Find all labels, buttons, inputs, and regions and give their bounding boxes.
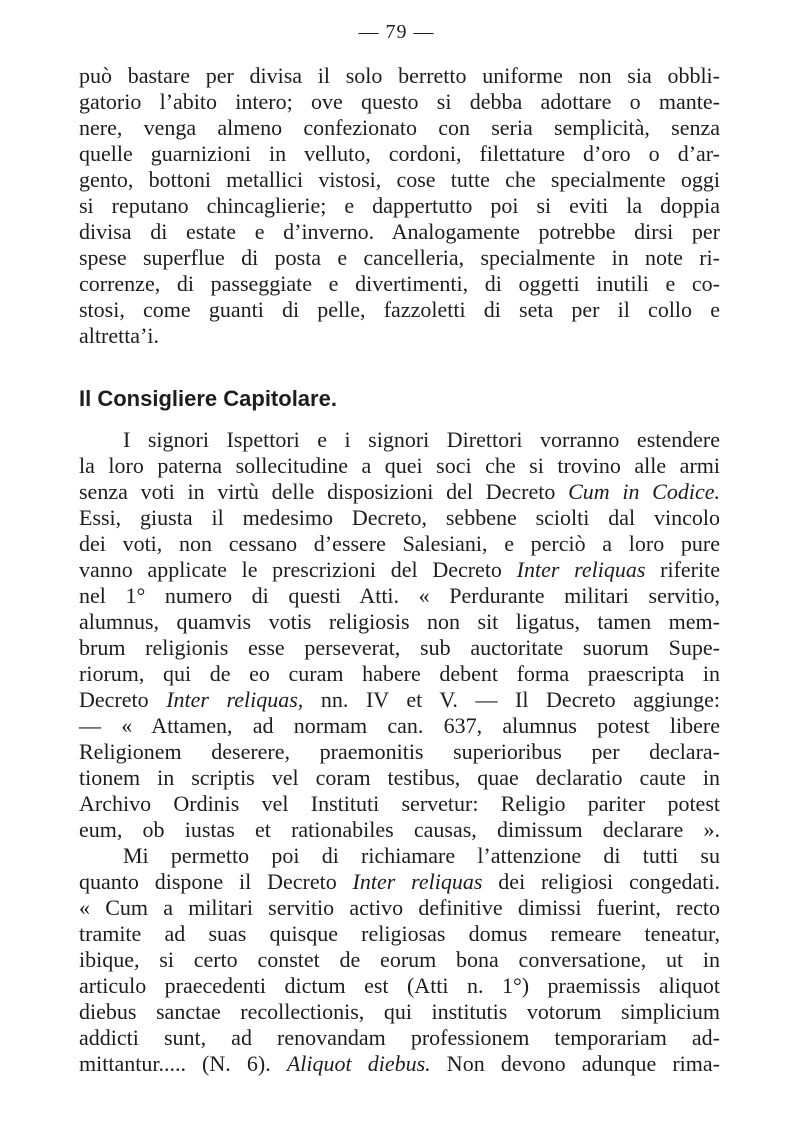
text-line: dei voti, non cessano d’essere Salesiani, e perciò a loro pure	[79, 531, 720, 556]
paragraph-soldiers-without-vows	[79, 427, 720, 1077]
decree-title: Inter reliquas	[352, 869, 483, 894]
text-line: gento, bottoni metallici vistosi, cose tutte che specialmente oggi	[79, 167, 720, 192]
text-span: riferite	[645, 557, 720, 582]
text-line: Mi permetto poi di richiamare l’attenzione di tutti su	[123, 843, 720, 868]
decree-title: Inter reliquas,	[166, 687, 304, 712]
text-line	[79, 869, 720, 895]
text-line: si reputano chincaglierie; e dappertutto poi si eviti la doppia	[79, 193, 720, 218]
text-line: alumnus, quamvis votis religiosis non sit ligatus, tamen mem-	[79, 609, 720, 634]
text-line: correnze, di passeggiate e divertimenti, di oggetti inutili e co-	[79, 271, 720, 296]
text-line: spese superflue di posta e cancelleria, specialmente in note ri-	[79, 245, 720, 270]
text-line: tionem in scriptis vel coram testibus, quae declaratio caute in	[79, 765, 720, 790]
text-line: ibique, si certo constet de eorum bona conversatione, ut in	[79, 947, 720, 972]
text-span: dei religiosi congedati.	[482, 869, 720, 894]
text-span: nn. IV et V. — Il Decreto aggiunge:	[303, 687, 720, 712]
text-line: — « Attamen, ad normam can. 637, alumnus potest libere	[79, 713, 720, 738]
text-line: Archivo Ordinis vel Instituti servetur: Religio pariter potest	[79, 791, 720, 816]
decree-title: Inter reliquas	[516, 557, 646, 582]
text-line	[79, 1051, 720, 1077]
text-line: nel 1° numero di questi Atti. « Perdurante militari servitio,	[79, 583, 720, 608]
page-number: — 79 —	[358, 21, 435, 43]
text-line: tramite ad suas quisque religiosas domus remeare teneatur,	[79, 921, 720, 946]
text-line: articulo praecedenti dictum est (Atti n. 1°) praemissis aliquot	[79, 973, 720, 998]
paragraph-uniform-expenses	[79, 63, 720, 349]
text-line: altretta’i.	[79, 323, 160, 348]
text-line: stosi, come guanti di pelle, fazzoletti di seta per il collo e	[79, 297, 720, 322]
text-line: diebus sanctae recollectionis, qui institutis votorum simplicium	[79, 999, 720, 1024]
text-line	[79, 687, 720, 713]
text-line: gatorio l’abito intero; ove questo si debba adottare o mante-	[79, 89, 720, 114]
text-line: la loro paterna sollecitudine a quei soci che si trovino alle armi	[79, 453, 720, 478]
text-line: eum, ob iustas et rationabiles causas, dimissum declarare ».	[79, 817, 720, 842]
text-line: addicti sunt, ad renovandam professionem temporariam ad-	[79, 1025, 720, 1050]
text-line: brum religionis esse perseverat, sub auctoritate suorum Supe-	[79, 635, 720, 660]
text-line: « Cum a militari servitio activo definitive dimissi fuerint, recto	[79, 895, 720, 920]
text-line	[79, 479, 720, 505]
text-span: quanto dispone il Decreto	[79, 869, 353, 894]
text-line: Essi, giusta il medesimo Decreto, sebbene sciolti dal vincolo	[79, 505, 720, 530]
emphasized-phrase: Aliquot diebus.	[286, 1051, 431, 1076]
text-line	[79, 557, 720, 583]
text-line: Religionem deserere, praemonitis superioribus per declara-	[79, 739, 720, 764]
text-span: senza voti in virtù delle disposizioni del Decreto	[79, 479, 569, 504]
text-line: I signori Ispettori e i signori Direttori vorranno estendere	[123, 427, 720, 452]
text-span: vanno applicate le prescrizioni del Decreto	[79, 557, 517, 582]
text-span: Decreto	[79, 687, 167, 712]
text-span: Non devono adunque rima-	[430, 1051, 720, 1076]
text-line: nere, venga almeno confezionato con seria semplicità, senza	[79, 115, 720, 140]
text-span: mittantur..... (N. 6).	[79, 1051, 287, 1076]
section-heading: Il Consigliere Capitolare.	[79, 386, 337, 411]
decree-title: Cum in Codice.	[568, 479, 720, 504]
text-line: quelle guarnizioni in velluto, cordoni, filettature d’oro o d’ar-	[79, 141, 720, 166]
text-line: divisa di estate e d’inverno. Analogamente potrebbe dirsi per	[79, 219, 720, 244]
text-line: può bastare per divisa il solo berretto uniforme non sia obbli-	[79, 63, 720, 88]
text-line: riorum, qui de eo curam habere debent forma praescripta in	[79, 661, 720, 686]
